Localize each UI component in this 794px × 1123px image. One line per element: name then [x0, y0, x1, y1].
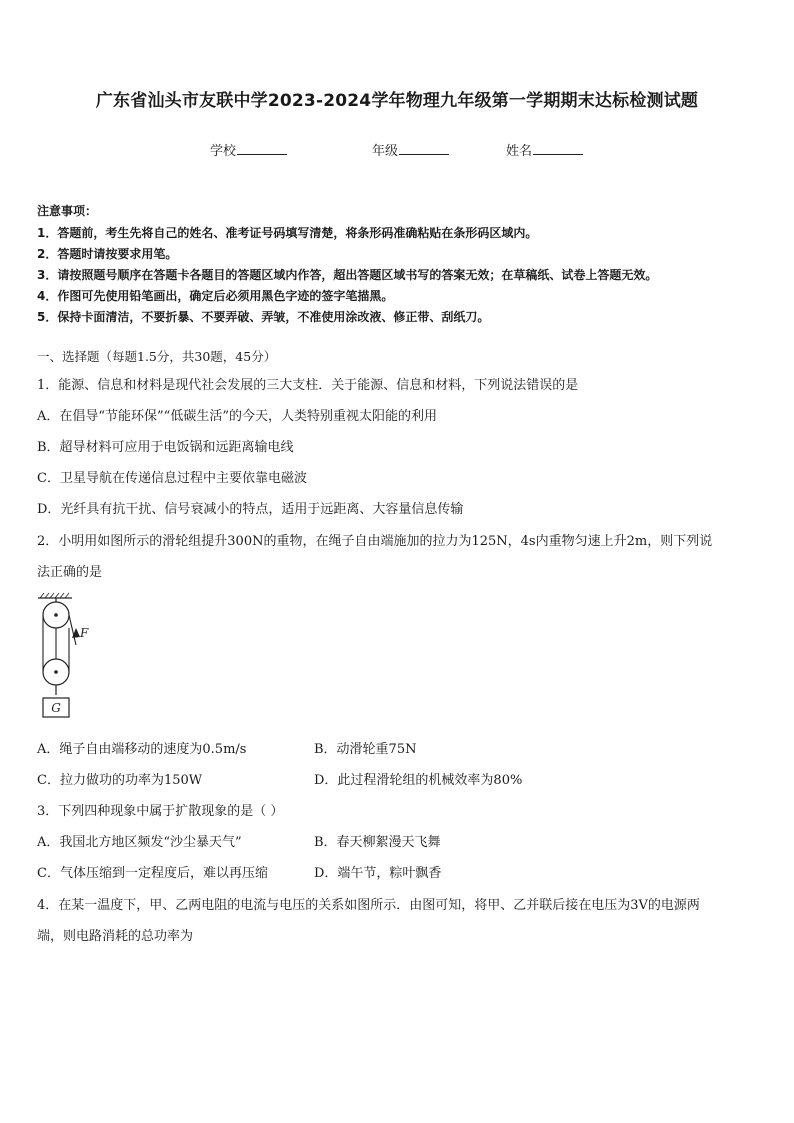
weight-label: G — [51, 701, 61, 715]
q2-option-b: B．动滑轮重75N — [314, 742, 417, 757]
q1-stem: 1．能源、信息和材料是现代社会发展的三大支柱．关于能源、信息和材料，下列说法错误的是 — [37, 378, 579, 393]
name-field — [506, 140, 583, 159]
q3-option-c: C．气体压缩到一定程度后，难以再压缩 — [37, 866, 268, 881]
q4-stem-line2: 端，则电路消耗的总功率为 — [37, 929, 194, 944]
note-item: 4．作图可先使用铅笔画出，确定后必须用黑色字迹的签字笔描黑。 — [37, 289, 394, 303]
q1-option-d: D．光纤具有抗干扰、信号衰减小的特点，适用于远距离、大容量信息传输 — [37, 502, 464, 517]
name-label: 姓名 — [506, 144, 533, 159]
force-label: F — [80, 626, 89, 640]
grade-label: 年级 — [372, 144, 399, 159]
q3-option-a: A．我国北方地区频发“沙尘暴天气” — [37, 835, 242, 850]
ceiling-hatch — [40, 593, 69, 598]
q3-option-d: D．端午节，粽叶飘香 — [314, 866, 442, 881]
q2-option-a: A．绳子自由端移动的速度为0.5m/s — [37, 742, 247, 757]
note-item: 5．保持卡面清洁，不要折暴、不要弄破、弄皱，不准使用涂改液、修正带、刮纸刀。 — [37, 310, 490, 324]
school-blank — [237, 142, 287, 155]
q3-stem: 3．下列四种现象中属于扩散现象的是（ ） — [37, 804, 284, 819]
school-label: 学校 — [210, 144, 237, 159]
q3-option-b: B．春天柳絮漫天飞舞 — [314, 835, 441, 850]
name-blank — [533, 142, 583, 155]
grade-blank — [399, 142, 449, 155]
pulley-diagram — [38, 592, 98, 722]
rope-free-end — [69, 615, 76, 645]
school-field — [210, 140, 287, 159]
q4-stem-line1: 4．在某一温度下，甲、乙两电阻的电流与电压的关系如图所示．由图可知，将甲、乙并联后接在电压为3V的电源两 — [37, 898, 700, 913]
q1-option-b: B．超导材料可应用于电饭锅和远距离输电线 — [37, 440, 294, 455]
q2-option-c: C．拉力做功的功率为150W — [37, 773, 203, 788]
exam-title: 广东省汕头市友联中学2023-2024学年物理九年级第一学期期末达标检测试题 — [95, 91, 699, 111]
note-item: 1．答题前，考生先将自己的姓名、准考证号码填写清楚，将条形码准确粘贴在条形码区域内。 — [37, 226, 538, 240]
q1-option-c: C．卫星导航在传递信息过程中主要依靠电磁波 — [37, 471, 307, 486]
section-header: 一、选择题（每题1.5分，共30题，45分） — [37, 349, 277, 364]
q2-option-d: D．此过程滑轮组的机械效率为80% — [314, 773, 523, 788]
note-item: 3．请按照题号顺序在答题卡各题目的答题区域内作答，超出答题区域书写的答案无效；在草稿纸、试卷上答题无效。 — [37, 268, 658, 282]
note-item: 2．答题时请按要求用笔。 — [37, 247, 178, 261]
notes-heading: 注意事项： — [37, 204, 98, 218]
q1-option-a: A．在倡导“节能环保”“低碳生活”的今天，人类特别重视太阳能的利用 — [37, 409, 437, 424]
grade-field — [372, 140, 449, 159]
q2-stem-line2: 法正确的是 — [37, 565, 103, 580]
q2-stem-line1: 2．小明用如图所示的滑轮组提升300N的重物，在绳子自由端施加的拉力为125N，4s内重物匀速上升2m，则下列说 — [37, 534, 713, 549]
